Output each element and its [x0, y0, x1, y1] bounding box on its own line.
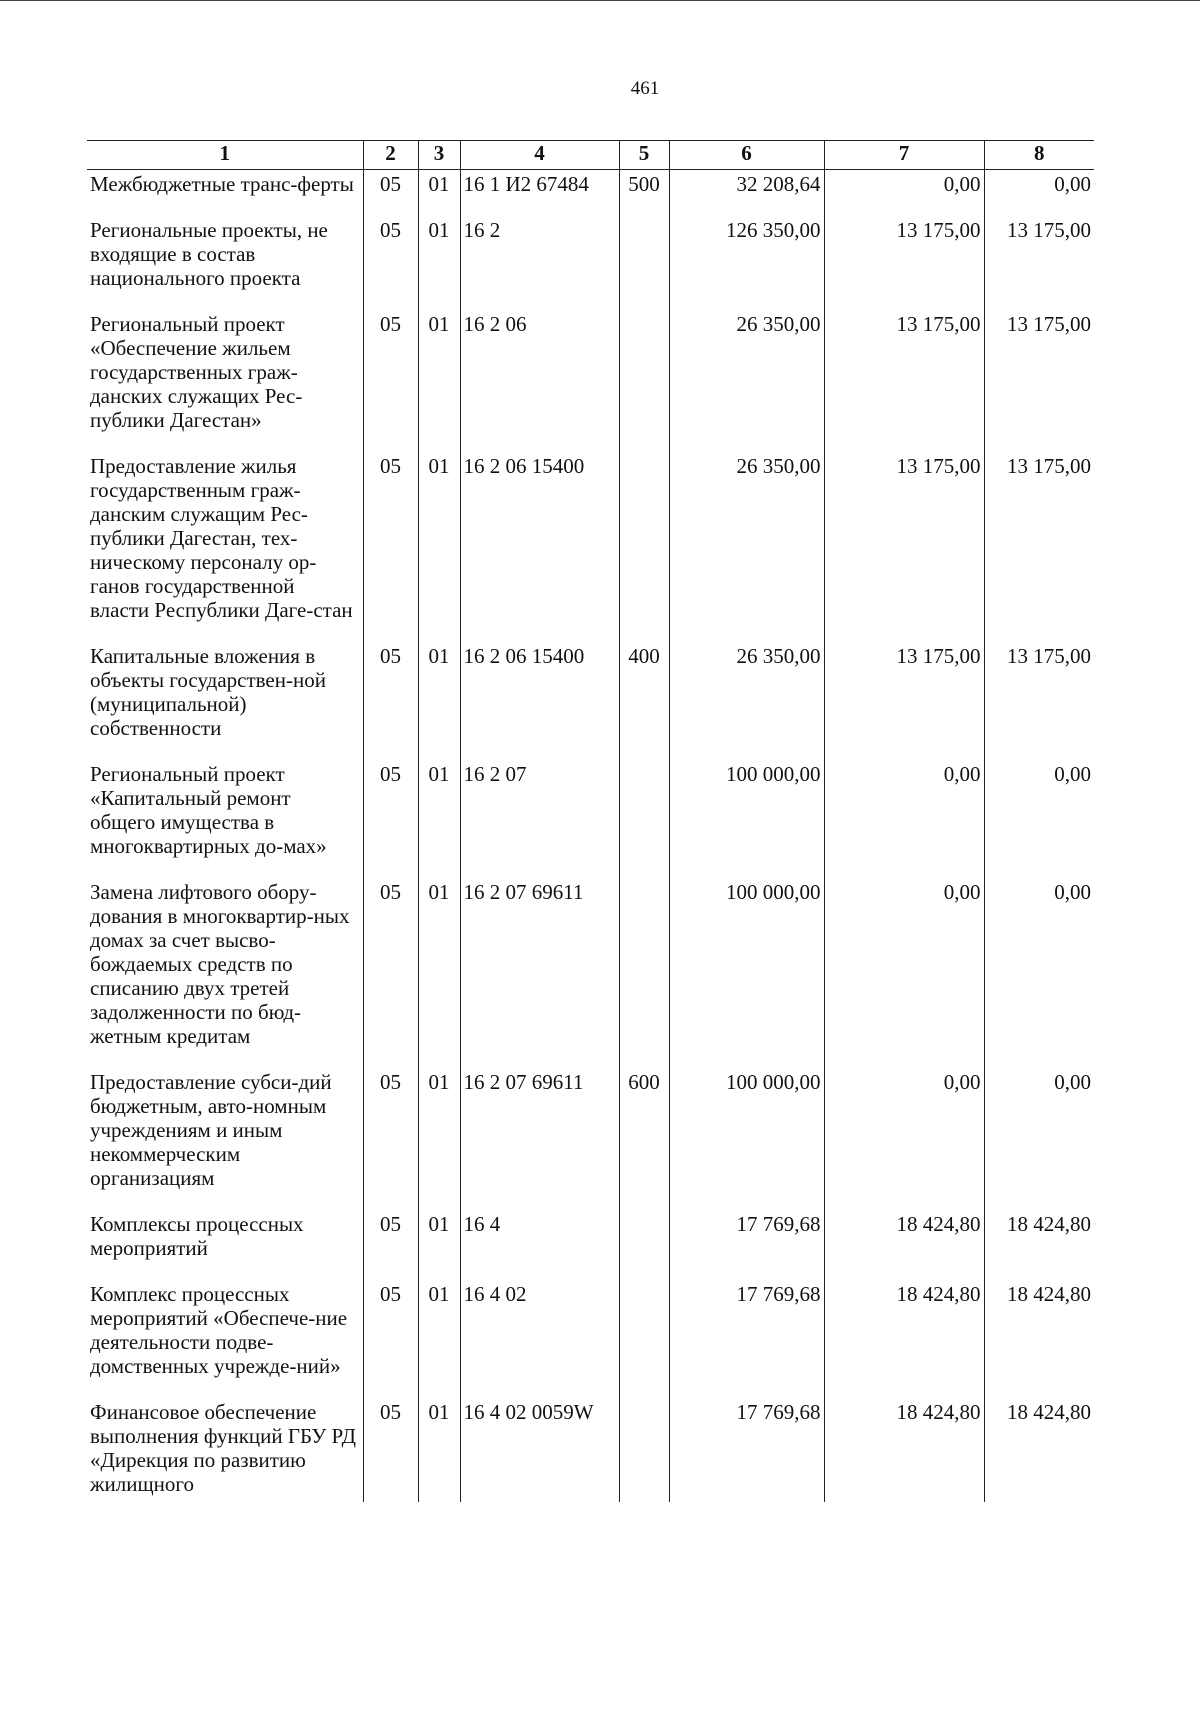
- row-amount-7: 0,00: [824, 760, 984, 878]
- header-row: [87, 141, 1094, 170]
- row-csr: 16 2 06 15400: [460, 642, 619, 760]
- table-row: [87, 1280, 1094, 1398]
- row-name: Капитальные вложения в объекты государствен-ной (муниципальной) собственности: [90, 644, 326, 740]
- row-rz: 05: [363, 216, 418, 310]
- row-vr: [619, 1280, 669, 1398]
- row-rz: 05: [363, 878, 418, 1068]
- row-csr: 16 4: [460, 1210, 619, 1280]
- row-amount-8: 18 424,80: [984, 1280, 1094, 1398]
- col-header-5: 5: [619, 141, 669, 170]
- row-amount-6: 100 000,00: [669, 878, 824, 1068]
- row-amount-7: 0,00: [824, 878, 984, 1068]
- row-amount-8: 0,00: [984, 1068, 1094, 1210]
- row-rz: 05: [363, 170, 418, 217]
- row-name: Предоставление субси-дий бюджетным, авто-номным учреждениям и иным некоммерческим организациям: [90, 1070, 332, 1190]
- row-amount-8: 0,00: [984, 170, 1094, 217]
- row-amount-6: 100 000,00: [669, 760, 824, 878]
- row-amount-8: 0,00: [984, 760, 1094, 878]
- row-csr: 16 2 07: [460, 760, 619, 878]
- table-row: [87, 310, 1094, 452]
- col-header-6: 6: [669, 141, 824, 170]
- row-amount-7: 18 424,80: [824, 1280, 984, 1398]
- row-rz: 05: [363, 760, 418, 878]
- row-name: Финансовое обеспечение выполнения функций ГБУ РД «Дирекция по развитию жилищного: [90, 1400, 356, 1496]
- table-row: [87, 452, 1094, 642]
- row-pr: 01: [418, 1398, 460, 1502]
- table-row: [87, 170, 1094, 217]
- row-csr: 16 2: [460, 216, 619, 310]
- budget-table: [87, 140, 1094, 1502]
- row-name: Комплекс процессных мероприятий «Обеспече-ние деятельности подве-домственных учрежде-ний»: [90, 1282, 348, 1378]
- row-amount-6: 126 350,00: [669, 216, 824, 310]
- row-amount-7: 13 175,00: [824, 310, 984, 452]
- row-pr: 01: [418, 452, 460, 642]
- row-rz: 05: [363, 1280, 418, 1398]
- row-vr: [619, 1398, 669, 1502]
- row-amount-6: 26 350,00: [669, 310, 824, 452]
- col-header-7: 7: [824, 141, 984, 170]
- scan-top-edge: [0, 0, 1200, 1]
- row-csr: 16 2 06: [460, 310, 619, 452]
- table-row: [87, 642, 1094, 760]
- row-amount-7: 0,00: [824, 1068, 984, 1210]
- row-vr: 400: [619, 642, 669, 760]
- col-header-4: 4: [460, 141, 619, 170]
- row-amount-6: 100 000,00: [669, 1068, 824, 1210]
- row-amount-7: 13 175,00: [824, 642, 984, 760]
- table-row: [87, 1068, 1094, 1210]
- row-amount-8: 18 424,80: [984, 1398, 1094, 1502]
- row-csr: 16 1 И2 67484: [460, 170, 619, 217]
- row-pr: 01: [418, 1068, 460, 1210]
- row-name: Замена лифтового обору-дования в многоквартир-ных домах за счет высво-бождаемых средств по списанию двух третей задолженности по бюд-жетным кредитам: [90, 880, 350, 1048]
- row-vr: [619, 216, 669, 310]
- row-rz: 05: [363, 642, 418, 760]
- row-vr: [619, 1210, 669, 1280]
- row-amount-6: 17 769,68: [669, 1280, 824, 1398]
- row-pr: 01: [418, 760, 460, 878]
- row-amount-6: 32 208,64: [669, 170, 824, 217]
- row-name: Региональный проект «Капитальный ремонт общего имущества в многоквартирных до-мах»: [90, 762, 327, 858]
- row-pr: 01: [418, 1210, 460, 1280]
- row-amount-8: 0,00: [984, 878, 1094, 1068]
- col-header-2: 2: [363, 141, 418, 170]
- row-vr: 500: [619, 170, 669, 217]
- row-vr: [619, 878, 669, 1068]
- row-rz: 05: [363, 452, 418, 642]
- page-number: 461: [630, 78, 660, 99]
- row-pr: 01: [418, 216, 460, 310]
- row-csr: 16 2 06 15400: [460, 452, 619, 642]
- row-amount-7: 18 424,80: [824, 1210, 984, 1280]
- row-amount-7: 0,00: [824, 170, 984, 217]
- row-vr: [619, 310, 669, 452]
- col-header-1: 1: [87, 141, 363, 170]
- table-row: [87, 1210, 1094, 1280]
- row-amount-6: 17 769,68: [669, 1210, 824, 1280]
- table-row: [87, 216, 1094, 310]
- row-amount-7: 13 175,00: [824, 452, 984, 642]
- row-amount-6: 26 350,00: [669, 452, 824, 642]
- row-amount-7: 18 424,80: [824, 1398, 984, 1502]
- row-csr: 16 4 02: [460, 1280, 619, 1398]
- col-header-8: 8: [984, 141, 1094, 170]
- col-header-3: 3: [418, 141, 460, 170]
- row-amount-8: 18 424,80: [984, 1210, 1094, 1280]
- row-amount-8: 13 175,00: [984, 216, 1094, 310]
- row-amount-7: 13 175,00: [824, 216, 984, 310]
- row-pr: 01: [418, 1280, 460, 1398]
- table-row: [87, 878, 1094, 1068]
- row-csr: 16 2 07 69611: [460, 878, 619, 1068]
- row-name: Региональные проекты, не входящие в состав национального проекта: [90, 218, 328, 290]
- row-name: Предоставление жилья государственным граж-данским служащим Рес-публики Дагестан, тех-ническому персоналу ор-ганов государственной власти Республики Даге-стан: [90, 454, 353, 622]
- row-name: Комплексы процессных мероприятий: [90, 1212, 304, 1260]
- table-row: [87, 1398, 1094, 1502]
- row-vr: [619, 760, 669, 878]
- row-vr: 600: [619, 1068, 669, 1210]
- row-rz: 05: [363, 1398, 418, 1502]
- row-vr: [619, 452, 669, 642]
- row-rz: 05: [363, 310, 418, 452]
- table-row: [87, 760, 1094, 878]
- row-amount-6: 17 769,68: [669, 1398, 824, 1502]
- row-pr: 01: [418, 310, 460, 452]
- row-amount-8: 13 175,00: [984, 310, 1094, 452]
- row-csr: 16 2 07 69611: [460, 1068, 619, 1210]
- row-amount-8: 13 175,00: [984, 452, 1094, 642]
- row-name: Региональный проект «Обеспечение жильем государственных граж-данских служащих Рес-публики Дагестан»: [90, 312, 303, 432]
- row-amount-6: 26 350,00: [669, 642, 824, 760]
- row-rz: 05: [363, 1210, 418, 1280]
- row-csr: 16 4 02 0059W: [460, 1398, 619, 1502]
- row-pr: 01: [418, 878, 460, 1068]
- row-name: Межбюджетные транс-ферты: [90, 172, 354, 196]
- row-pr: 01: [418, 170, 460, 217]
- row-pr: 01: [418, 642, 460, 760]
- row-rz: 05: [363, 1068, 418, 1210]
- row-amount-8: 13 175,00: [984, 642, 1094, 760]
